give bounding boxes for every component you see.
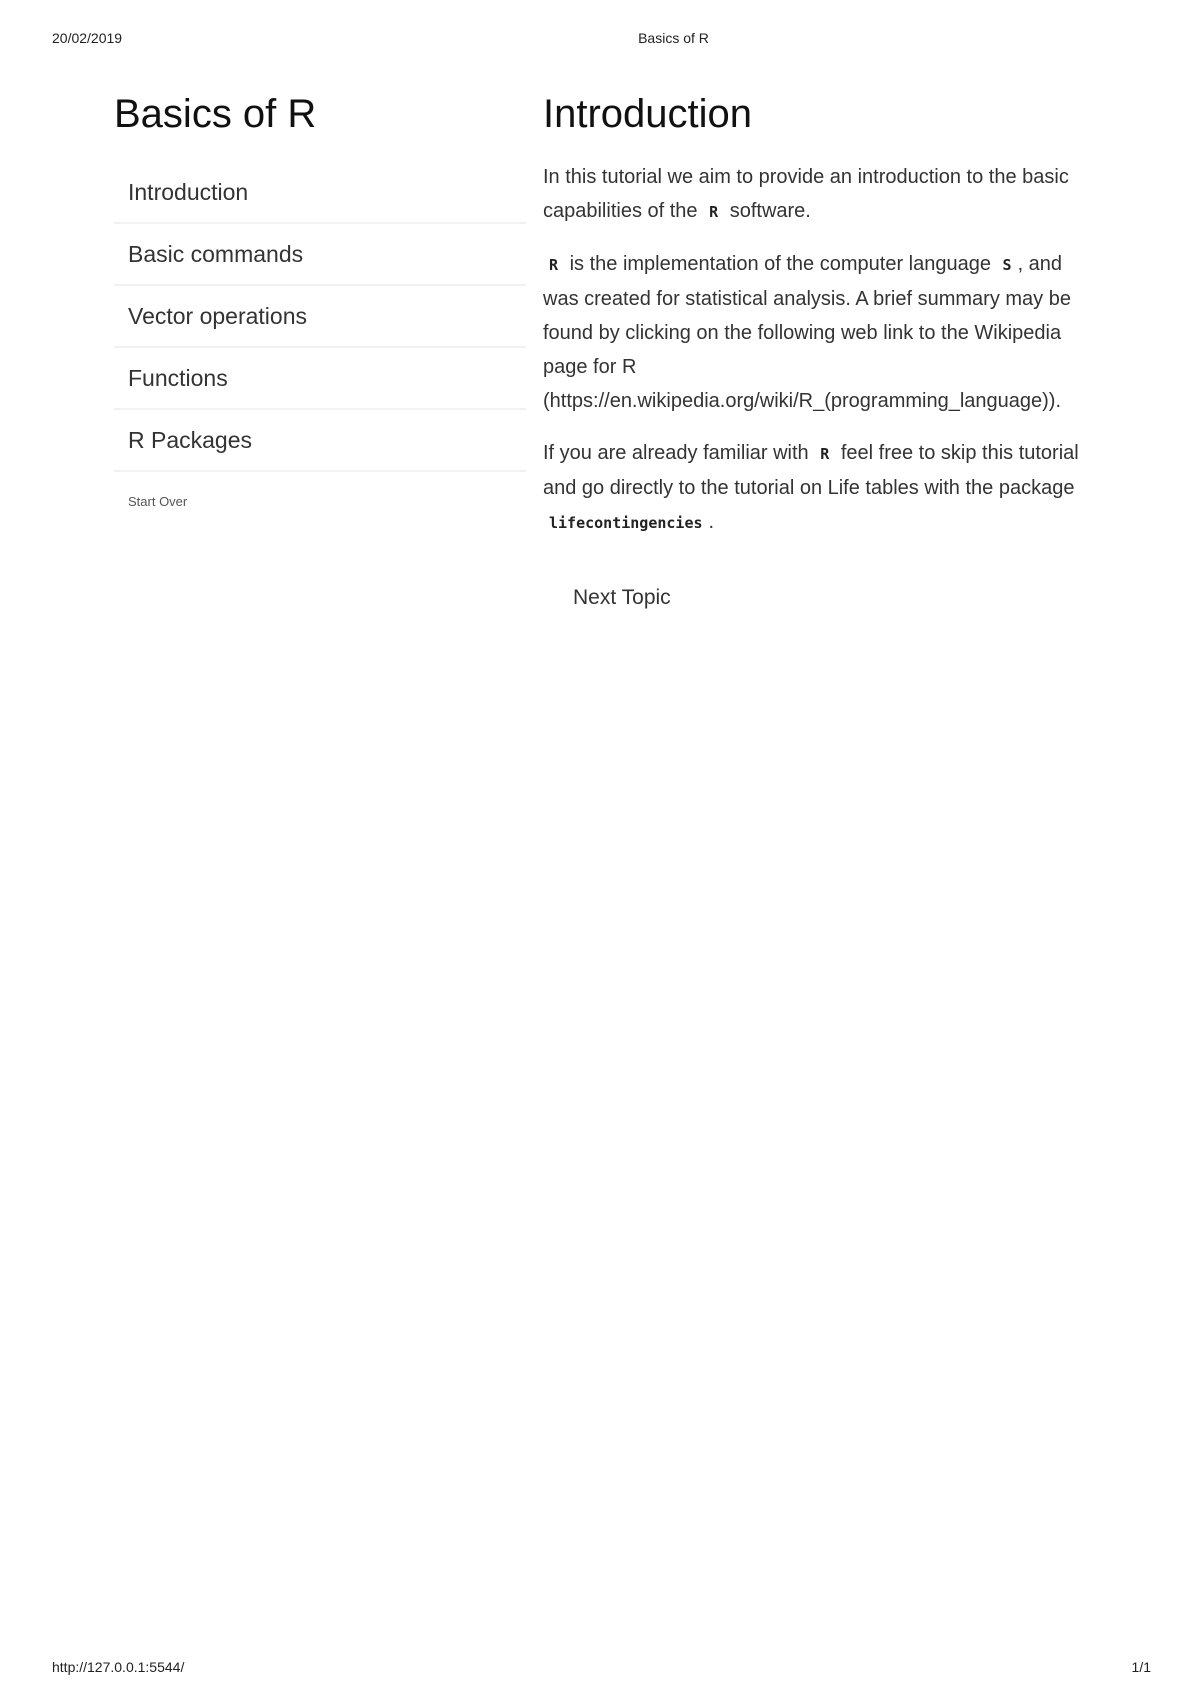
intro-paragraph	[543, 160, 1103, 229]
print-date: 20/02/2019	[52, 30, 123, 46]
next-topic-button[interactable]: Next Topic	[573, 586, 671, 609]
topic-basic-commands[interactable]: Basic commands	[114, 224, 526, 286]
topic-heading: Introduction	[543, 92, 753, 136]
inline-code-r: R	[549, 256, 559, 274]
description-text-b: , and was created for statistical analysis. A brief summary may be found by clicking on the following web link to the Wikipedia page for R (https://en.wikipedia.org/wiki/R_(programming_language)).	[543, 253, 1071, 412]
inline-code-r: R	[709, 203, 719, 221]
skip-text-b: feel free to skip this tutorial and go directly to the tutorial on Life tables with the package	[543, 442, 1079, 499]
skip-paragraph	[543, 436, 1103, 540]
topic-r-packages[interactable]: R Packages	[114, 410, 526, 472]
inline-code-s: S	[1002, 256, 1012, 274]
intro-text-b: software.	[729, 200, 811, 222]
topic-content	[543, 88, 1103, 610]
tutorial-title: Basics of R	[114, 92, 317, 136]
topic-functions[interactable]: Functions	[114, 348, 526, 410]
print-page-number: 1/1	[1131, 1659, 1151, 1675]
topic-introduction[interactable]: Introduction	[114, 162, 526, 224]
inline-code-lifecontingencies: lifecontingencies	[549, 514, 703, 532]
tutorial-sidebar	[114, 88, 526, 509]
description-paragraph	[543, 247, 1103, 418]
inline-code-r: R	[820, 445, 830, 463]
description-text-a: is the implementation of the computer language	[569, 253, 991, 275]
skip-text-a: If you are already familiar with	[543, 442, 809, 464]
topic-list	[114, 162, 526, 472]
skip-text-c: .	[708, 511, 715, 533]
intro-text-a: In this tutorial we aim to provide an introduction to the basic capabilities of the	[543, 166, 1069, 222]
print-url: http://127.0.0.1:5544/	[52, 1659, 185, 1675]
print-page-title: Basics of R	[638, 30, 709, 46]
topic-vector-operations[interactable]: Vector operations	[114, 286, 526, 348]
start-over-link[interactable]: Start Over	[128, 494, 188, 509]
